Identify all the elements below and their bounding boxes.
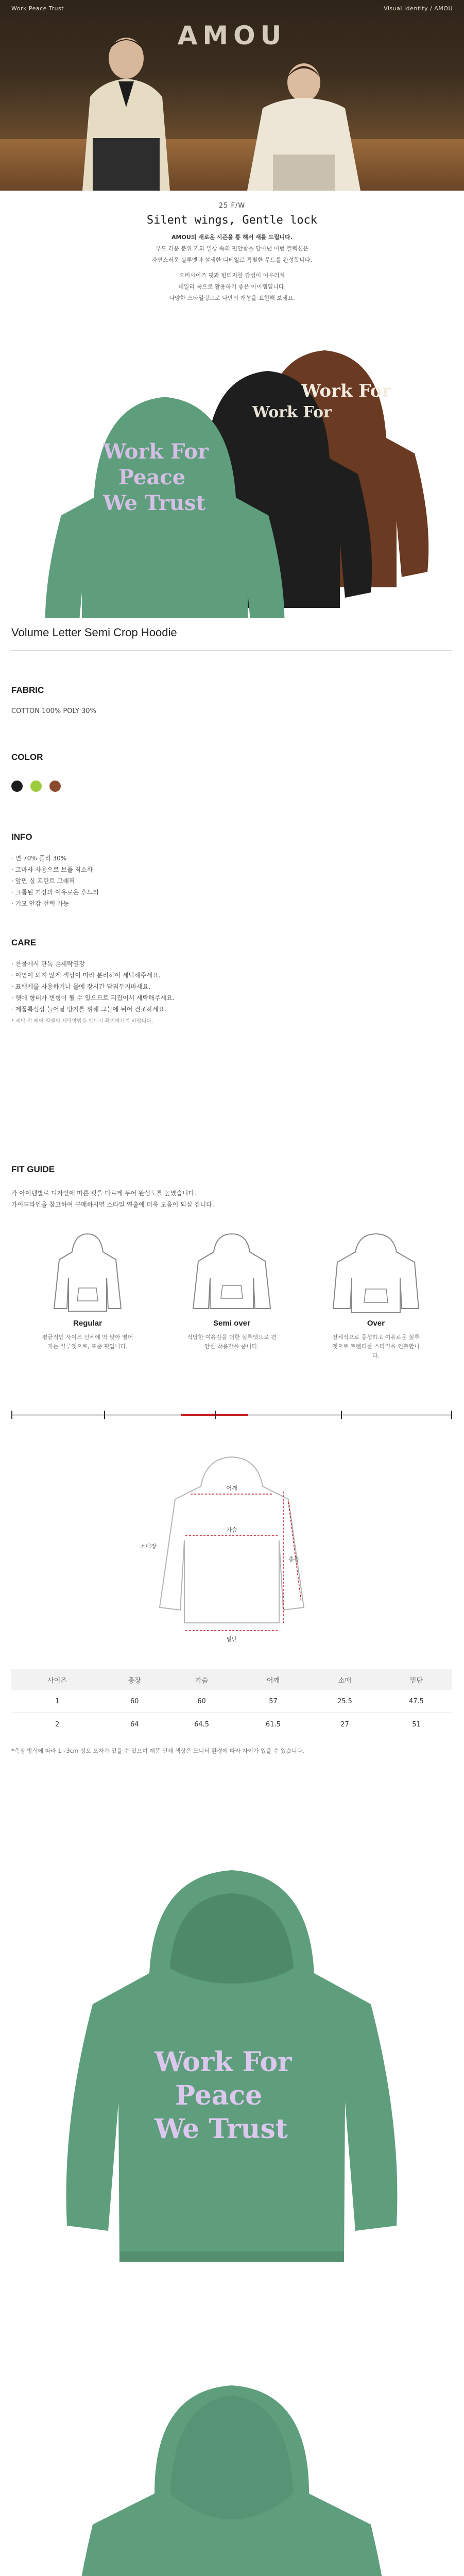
care-item: · 이염이 되지 않게 색상이 따라 분리하여 세탁해주세요. [11, 970, 452, 981]
size-cell: 2 [11, 1713, 103, 1736]
hero-brand-right: Visual Identity / AMOU [384, 5, 453, 12]
product-name-block [11, 626, 452, 639]
size-cell: 60 [166, 1690, 237, 1713]
size-cell: 47.5 [381, 1690, 452, 1713]
size-col-header: 밑단 [381, 1669, 452, 1690]
fit-over [319, 1231, 433, 1361]
model-left-photo [62, 30, 191, 191]
care-item: · 햇에 형태가 변형이 될 수 있으므로 뒤집어서 세탁해주세요. [11, 992, 452, 1004]
fit-guide-item: 각 아이템별로 디자인에 따른 핏을 다르게 두어 완성도를 높였습니다. [11, 1190, 196, 1197]
fit-regular [31, 1231, 144, 1351]
care-note: * 세탁 전 케어 라벨의 세탁방법을 반드시 확인하시기 바랍니다. [11, 1019, 153, 1024]
size-cell: 25.5 [309, 1690, 381, 1713]
care-item: · 찬물에서 단독 손세탁권장 [11, 958, 452, 970]
care-item: · 표백제를 사용하거나 물에 장시간 담궈두지마세요. [11, 981, 452, 992]
label-shoulder: 어깨 [226, 1485, 237, 1492]
fit-label-over: Over [367, 1319, 385, 1328]
black-print-text: Work For [252, 403, 332, 421]
size-col-header: 사이즈 [11, 1669, 103, 1690]
divider [11, 650, 452, 651]
fit-label-regular: Regular [73, 1319, 102, 1328]
size-cell: 57 [237, 1690, 309, 1713]
fit-guide-item: 가이드라인을 참고하여 구매하시면 스타일 연출에 더욱 도움이 되실 겁니다. [11, 1201, 214, 1208]
size-cell: 51 [381, 1713, 452, 1736]
fit-scale-tick [11, 1411, 12, 1419]
size-cell: 64.5 [166, 1713, 237, 1736]
fit-desc-regular: 평균적인 사이즈 신체에 딱 맞아 떨어지는 실루엣으로, 표준 핏입니다. [42, 1334, 133, 1350]
fit-scale-tick [104, 1411, 105, 1419]
info-item: · 면 70% 폴리 30% [11, 853, 452, 864]
size-cell: 27 [309, 1713, 381, 1736]
label-sleeve: 소매장 [140, 1543, 157, 1550]
intro-line: 다양한 스타일링으로 나만의 개성을 표현해 보세요. [169, 295, 295, 301]
fit-desc-semi-over: 적당한 여유감을 더한 실루엣으로 편안한 착용감을 줍니다. [187, 1334, 277, 1350]
label-hem: 밑단 [226, 1636, 237, 1642]
fit-scale-tick [341, 1411, 342, 1419]
front-print-line2: Peace [175, 2080, 263, 2111]
color-title: COLOR [11, 752, 43, 762]
hoodie-outline-icon [332, 1231, 420, 1314]
fit-semi-over [175, 1231, 288, 1351]
intro-line: 자연스러운 실루엣과 섬세한 디테일로 특별한 무드를 완성합니다. [151, 257, 313, 263]
size-note: *측정 방식에 따라 1~3cm 정도 오차가 있을 수 있으며 제품 인쇄 색상은 모니터 환경에 따라 차이가 있을 수 있습니다. [11, 1748, 304, 1754]
collection-title: Silent wings, Gentle lock [146, 214, 318, 227]
brown-print-text: Work For [301, 381, 391, 401]
front-product-photo [0, 1855, 464, 2318]
info-item: · 크롭된 기장의 여유로운 후드티 [11, 887, 452, 898]
swatch-green [30, 781, 42, 792]
info-item: · 앞면 실 프린트 그래픽 [11, 875, 452, 887]
label-length: 총장 [288, 1556, 300, 1563]
model-right-photo [227, 62, 381, 191]
fabric-text: COTTON 100% POLY 30% [11, 707, 96, 715]
fit-scale-bar [11, 1406, 452, 1427]
front-print-line3: We Trust [154, 2113, 288, 2145]
measurement-diagram [134, 1437, 330, 1654]
hoodie-outline-icon [191, 1231, 273, 1314]
care-item: · 제품특성상 늘어날 방지를 위해 그늘에 뉘어 건조하세요. [11, 1004, 452, 1015]
color-swatches [11, 781, 66, 794]
table-row [11, 1690, 452, 1713]
care-list [11, 958, 452, 1027]
info-title: INFO [11, 832, 32, 842]
green-print-line2: Peace [118, 465, 186, 489]
info-item: · 코마사 사용으로 보풀 최소화 [11, 864, 452, 875]
label-chest: 가슴 [226, 1527, 237, 1533]
fit-guide-title: FIT GUIDE [11, 1164, 55, 1174]
green-print-line1: Work For [103, 439, 209, 464]
product-name: Volume Letter Semi Crop Hoodie [11, 626, 177, 639]
intro-line: 데일리 룩으로 활용하기 좋은 아이템입니다. [178, 283, 286, 290]
back-product-photo [0, 2365, 464, 2576]
size-cell: 61.5 [237, 1713, 309, 1736]
front-print-line1: Work For [154, 2046, 292, 2078]
intro-line: 오버사이즈 핏과 빈티지한 감성이 어우러져 [179, 272, 285, 279]
size-col-header: 가슴 [166, 1669, 237, 1690]
fit-scale-tick [451, 1411, 452, 1419]
size-table-header [11, 1669, 452, 1690]
brand-wordmark: AMOU [177, 21, 287, 50]
swatch-black [11, 781, 23, 792]
info-list [11, 853, 452, 909]
green-print-line3: We Trust [103, 491, 206, 515]
fit-scale-tick [215, 1411, 216, 1419]
size-cell: 1 [11, 1690, 103, 1713]
intro-line: 부드 러운 분위 기와 일상 속의 편안함을 담아낸 이번 컬렉션은 [155, 245, 309, 252]
fabric-title: FABRIC [11, 685, 44, 695]
size-cell: 60 [103, 1690, 166, 1713]
fit-desc-over: 전체적으로 풍성하고 여유로운 실루엣으로 트렌디한 스타일을 연출합니다. [332, 1334, 420, 1359]
size-col-header: 소매 [309, 1669, 381, 1690]
product-color-lineup-photo [10, 289, 453, 618]
intro-line: AMOU의 새로운 시즌을 통 해서 새를 드립니다. [171, 234, 293, 241]
swatch-brown [49, 781, 61, 792]
info-item: · 기모 안감 선택 가능 [11, 898, 452, 909]
fit-guide-list [11, 1188, 452, 1210]
hoodie-outline-icon [49, 1231, 126, 1314]
care-title: CARE [11, 938, 37, 947]
size-col-header: 어깨 [237, 1669, 309, 1690]
size-col-header: 총장 [103, 1669, 166, 1690]
size-table [11, 1669, 452, 1736]
fit-label-semi-over: Semi over [213, 1319, 250, 1328]
size-cell: 64 [103, 1713, 166, 1736]
season-label: 25 F/W [218, 202, 246, 210]
hero-brand-left: Work Peace Trust [11, 5, 64, 12]
hero-banner [0, 0, 464, 191]
table-row [11, 1713, 452, 1736]
